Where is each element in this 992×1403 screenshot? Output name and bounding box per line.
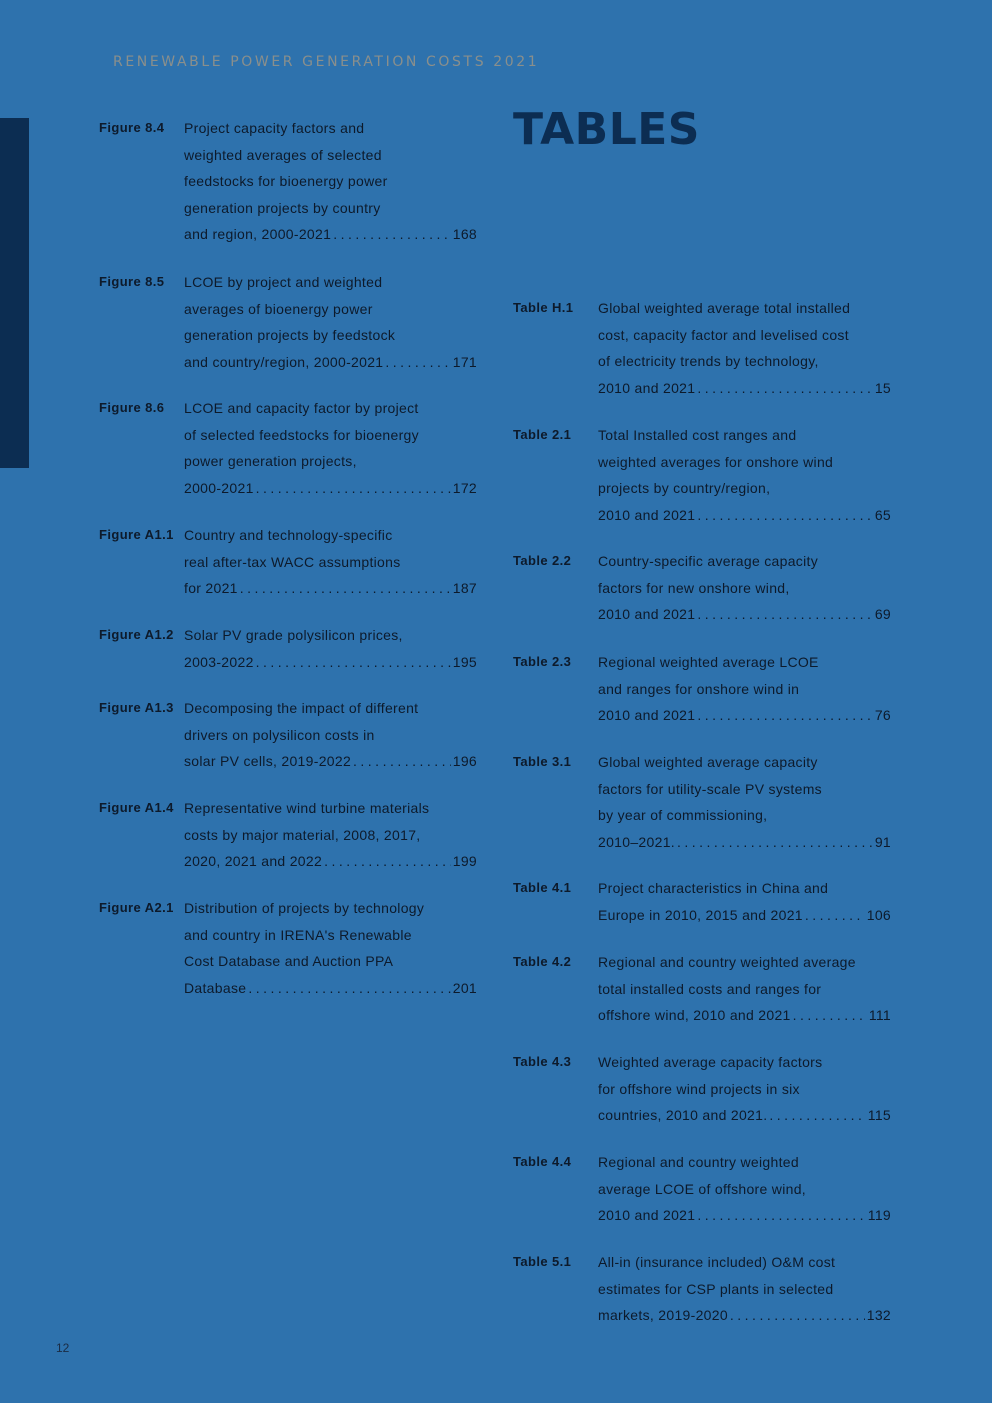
dot-leader [353,748,451,775]
table-entry[interactable] [513,548,891,628]
entry-title-line: drivers on polysilicon costs in [184,726,375,743]
entry-title-text: Europe in 2010, 2015 and 2021 [598,906,803,923]
entry-title-text: solar PV cells, 2019-2022 [184,753,352,770]
entry-page-number: 111 [868,1007,891,1024]
entry-label: Table 5.1 [513,1254,572,1269]
entry-title-line [598,902,891,929]
entry-title-line: Project characteristics in China and [598,880,829,896]
entry-title-text: 2010–2021. [598,833,675,850]
figure-entry[interactable] [99,395,477,501]
entry-title-line [184,221,477,248]
entry-label: Figure 8.6 [99,400,165,415]
entry-title-text: for 2021 [184,580,238,597]
entry-title-line [598,1202,891,1229]
entry-page-number: 195 [452,653,477,670]
dot-leader [697,502,872,529]
figure-entry[interactable] [99,895,477,1001]
dot-leader [256,475,451,502]
entry-title-line [598,1102,891,1129]
entry-title-line: LCOE and capacity factor by project [184,400,419,416]
entry-title-line [598,375,891,402]
entry-label: Figure A1.4 [99,800,174,815]
table-entry[interactable] [513,749,891,855]
entry-title-line: factors for new onshore wind, [598,579,790,596]
entry-title-line: for offshore wind projects in six [598,1080,800,1097]
table-entry[interactable] [513,649,891,729]
entry-title [598,1149,891,1229]
entry-title-line [598,1302,891,1329]
figure-entry[interactable] [99,622,477,675]
entry-label: Table H.1 [513,300,574,315]
entry-title-text: 2000-2021 [184,479,254,496]
entry-title [598,1249,891,1329]
entry-label: Figure 8.5 [99,274,165,289]
entry-title-line [184,848,477,875]
entry-title-line: and ranges for onshore wind in [598,680,800,697]
entry-title-line: Project capacity factors and [184,120,365,136]
entry-title-line: cost, capacity factor and levelised cost [598,326,849,343]
entry-title [598,949,891,1029]
entry-title [184,895,477,1001]
entry-label: Figure A1.2 [99,627,174,642]
dot-leader [697,375,872,402]
dot-leader [697,1202,865,1229]
entry-label: Figure A1.3 [99,700,174,715]
table-entry[interactable] [513,1249,891,1329]
entry-title-line: costs by major material, 2008, 2017, [184,826,421,843]
entry-label: Table 3.1 [513,754,572,769]
entry-title-text: countries, 2010 and 2021. [598,1107,768,1124]
entry-title-text: and country/region, 2000-2021 [184,353,384,370]
dot-leader [256,649,451,676]
entry-title-line: All-in (insurance included) O&M cost [598,1254,836,1270]
dot-leader [697,702,872,729]
entry-page-number: 171 [452,353,477,370]
entry-title-line: Global weighted average capacity [598,754,818,770]
entry-title-line: Weighted average capacity factors [598,1054,823,1070]
entry-page-number: 199 [452,853,477,870]
dot-leader [240,575,451,602]
entry-title-line: total installed costs and ranges for [598,980,822,997]
entry-title [598,749,891,855]
entry-title-line [598,829,891,856]
entry-title-line [598,1002,891,1029]
entry-title-line [184,349,477,376]
table-entry[interactable] [513,949,891,1029]
figure-entry[interactable] [99,695,477,775]
entry-title-line: Representative wind turbine materials [184,800,430,816]
table-entry[interactable] [513,1049,891,1129]
dot-leader [793,1002,867,1029]
entry-page-number: 15 [874,379,891,396]
entry-title [598,1049,891,1129]
dot-leader [677,829,873,856]
entry-title [184,522,477,602]
entry-label: Figure A2.1 [99,900,174,915]
entry-title-line: Solar PV grade polysilicon prices, [184,627,403,643]
entry-page-number: 115 [867,1107,891,1124]
table-entry[interactable] [513,1149,891,1229]
entry-page-number: 168 [452,226,477,243]
entry-title-line [184,649,477,676]
entry-page-number: 119 [867,1207,891,1224]
entry-title-line: Distribution of projects by technology [184,900,425,916]
entry-title-line: and country in IRENA's Renewable [184,926,412,943]
entry-title-line: Country and technology-specific [184,527,393,543]
entry-title [598,649,891,729]
entry-page-number: 172 [452,479,477,496]
entry-title-line: factors for utility-scale PV systems [598,780,822,797]
dot-leader [248,975,450,1002]
entry-title-line: Global weighted average total installed [598,300,851,316]
entry-label: Table 4.3 [513,1054,572,1069]
entry-title [598,548,891,628]
figure-entry[interactable] [99,795,477,875]
entry-title [184,622,477,675]
entry-label: Figure A1.1 [99,527,174,542]
entry-title-line: Regional and country weighted [598,1154,799,1170]
entry-title-line: of electricity trends by technology, [598,353,819,370]
entry-title-text: Database [184,979,247,996]
entry-title-line: Total Installed cost ranges and [598,427,797,443]
entry-page-number: 76 [874,707,891,724]
entry-title-line [598,702,891,729]
entry-title-text: 2010 and 2021 [598,506,696,523]
table-entry[interactable] [513,875,891,928]
entry-page-number: 201 [452,979,477,996]
entry-title-text: and region, 2000-2021 [184,226,332,243]
entry-title-text: 2003-2022 [184,653,254,670]
dot-leader [805,902,865,929]
entry-title-text: 2010 and 2021 [598,1207,696,1224]
entry-title-line: Country-specific average capacity [598,553,818,569]
entry-title-line: power generation projects, [184,453,357,470]
entry-title-line: LCOE by project and weighted [184,274,383,290]
entry-label: Table 2.2 [513,553,572,568]
entry-title [598,295,891,401]
dot-leader [333,221,451,248]
entry-page-number: 187 [452,580,477,597]
figure-entry[interactable] [99,269,477,375]
table-entry[interactable] [513,295,891,401]
entry-label: Table 2.3 [513,654,572,669]
entry-title-line: of selected feedstocks for bioenergy [184,426,419,443]
entry-title-line: Regional weighted average LCOE [598,654,819,670]
entry-title [184,115,477,248]
entry-page-number: 91 [874,833,891,850]
entry-title-text: markets, 2019-2020 [598,1307,728,1324]
entry-title-line: average LCOE of offshore wind, [598,1180,806,1197]
page-number: 12 [56,1341,70,1355]
entry-title-text: 2020, 2021 and 2022 [184,853,323,870]
entry-title-text: 2010 and 2021 [598,379,696,396]
dot-leader [697,601,872,628]
entry-title-line: estimates for CSP plants in selected [598,1280,834,1297]
entry-title-line [598,601,891,628]
entry-title-line [184,975,477,1002]
entry-page-number: 106 [866,906,891,923]
entry-title-line [598,502,891,529]
entry-title-line: Decomposing the impact of different [184,700,419,716]
entry-title-text: 2010 and 2021 [598,606,696,623]
dot-leader [385,349,450,376]
entry-title-line [184,575,477,602]
figure-entry[interactable] [99,522,477,602]
entry-label: Table 4.2 [513,954,572,969]
entry-title [184,269,477,375]
entry-title-text: 2010 and 2021 [598,707,696,724]
running-header: RENEWABLE POWER GENERATION COSTS 2021 [113,54,540,70]
entry-label: Figure 8.4 [99,120,165,135]
dot-leader [324,848,451,875]
entry-title-line: generation projects by country [184,199,381,216]
entry-title-line: real after-tax WACC assumptions [184,553,401,570]
entry-title-line: projects by country/region, [598,480,771,497]
tables-heading: TABLES [513,104,700,155]
entry-title [184,695,477,775]
entry-title-line: by year of commissioning, [598,807,768,824]
entry-page-number: 65 [874,506,891,523]
entry-page-number: 196 [452,753,477,770]
entry-title-text: offshore wind, 2010 and 2021 [598,1007,791,1024]
entry-title-line: averages of bioenergy power [184,300,373,317]
entry-title-line: Regional and country weighted average [598,954,856,970]
entry-title-line [184,475,477,502]
entry-title [184,795,477,875]
dot-leader [730,1302,865,1329]
dot-leader [769,1102,865,1129]
entry-title-line: Cost Database and Auction PPA [184,953,394,970]
figure-entry[interactable] [99,115,477,248]
entry-title [598,875,891,928]
entry-label: Table 2.1 [513,427,572,442]
table-entry[interactable] [513,422,891,528]
entry-title-line: feedstocks for bioenergy power [184,173,388,190]
entry-title-line: generation projects by feedstock [184,327,396,344]
entry-page-number: 69 [874,606,891,623]
entry-page-number: 132 [866,1307,891,1324]
entry-title-line: weighted averages for onshore wind [598,453,834,470]
entry-title-line [184,748,477,775]
side-accent-bar [0,118,29,468]
entry-label: Table 4.1 [513,880,572,895]
entry-title-line: weighted averages of selected [184,146,382,163]
entry-title [184,395,477,501]
entry-title [598,422,891,528]
entry-label: Table 4.4 [513,1154,572,1169]
